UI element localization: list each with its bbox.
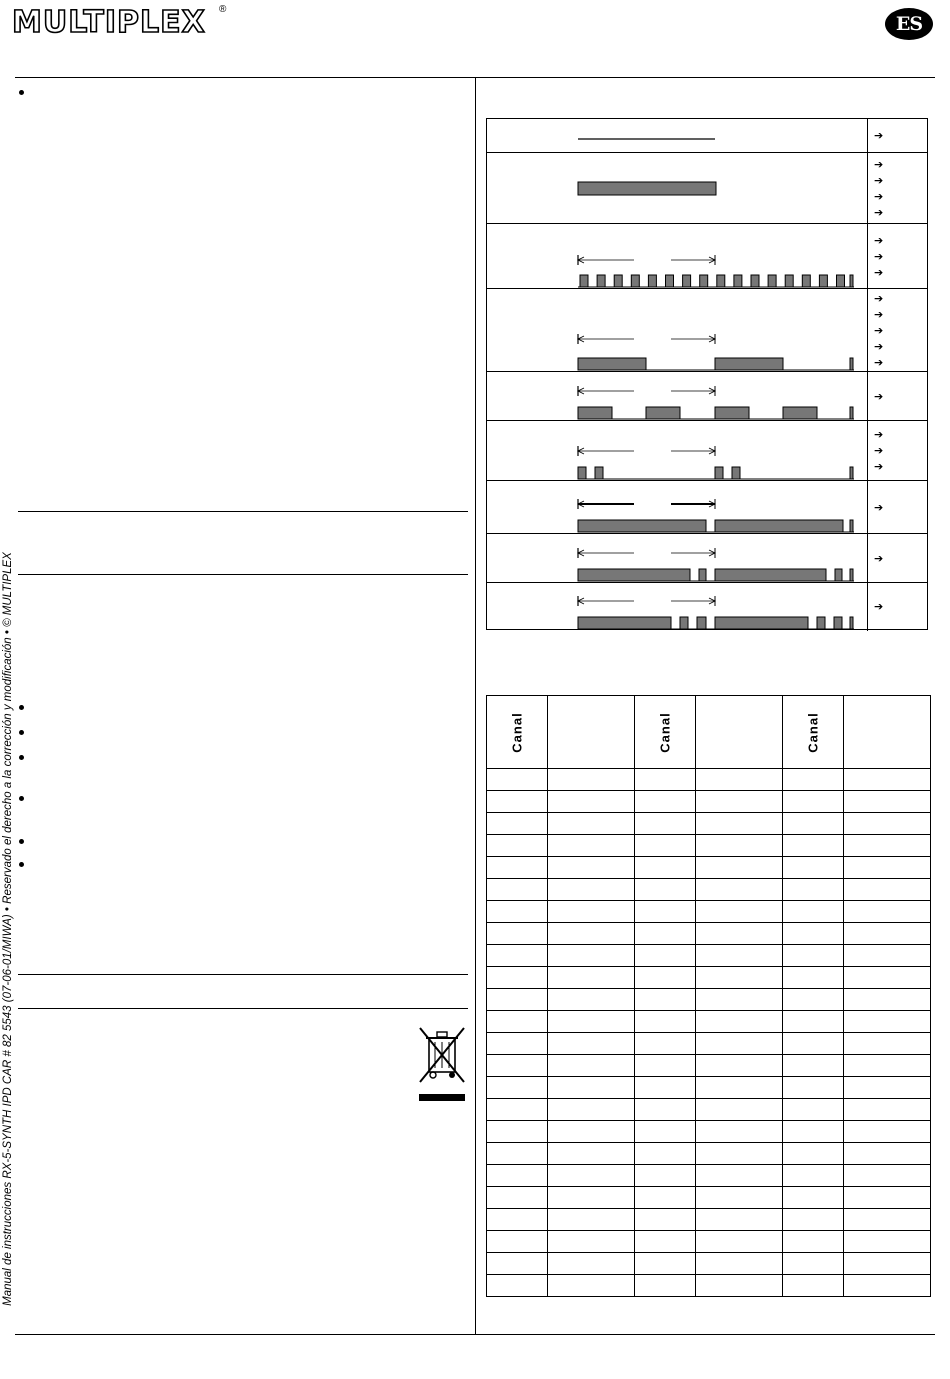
table-cell [783, 967, 844, 989]
signal-row [487, 119, 927, 152]
table-cell [548, 901, 635, 923]
table-cell [696, 923, 783, 945]
table-cell [844, 1209, 931, 1231]
signal-pulse [697, 617, 706, 629]
signal-pulse [580, 275, 588, 287]
table-row [487, 769, 931, 791]
table-cell [783, 791, 844, 813]
table-cell [635, 1055, 696, 1077]
table-row [487, 1275, 931, 1297]
table-cell [844, 857, 931, 879]
signal-pulse [734, 275, 742, 287]
table-cell [548, 1099, 635, 1121]
section-rule [18, 511, 468, 512]
arrow-icon: ➔ [874, 173, 884, 187]
signal-pulse [717, 275, 725, 287]
table-row [487, 835, 931, 857]
arrow-icon: ➔ [874, 355, 884, 369]
arrow-icon: ➔ [874, 428, 884, 441]
signal-pulse [680, 617, 688, 629]
table-row [487, 1209, 931, 1231]
table-cell [696, 1165, 783, 1187]
table-cell [696, 967, 783, 989]
table-cell [844, 1231, 931, 1253]
signal-pulse [648, 275, 656, 287]
signal-pulse [732, 467, 740, 479]
signal-pulse [768, 275, 776, 287]
arrow-icon: ➔ [874, 600, 884, 613]
signal-pulse [850, 407, 853, 419]
table-row [487, 1187, 931, 1209]
arrow-icon: ➔ [874, 444, 884, 457]
table-cell [635, 923, 696, 945]
table-cell [548, 1121, 635, 1143]
section-rule [18, 1008, 468, 1009]
table-cell [783, 901, 844, 923]
table-cell [548, 1253, 635, 1275]
arrow-icon: ➔ [874, 460, 884, 473]
table-cell [487, 1011, 548, 1033]
table-cell [783, 1099, 844, 1121]
table-cell [844, 1121, 931, 1143]
arrow-icon: ➔ [874, 205, 884, 219]
table-cell [487, 1077, 548, 1099]
multiplex-logo: MULTIPLEX [12, 5, 206, 40]
table-cell [635, 1253, 696, 1275]
channel-header [487, 696, 548, 769]
table-cell [783, 1187, 844, 1209]
channel-header [783, 696, 844, 769]
signal-pulse [802, 275, 810, 287]
table-cell [487, 1165, 548, 1187]
signal-waveform [573, 224, 863, 289]
table-cell [844, 879, 931, 901]
table-cell [487, 901, 548, 923]
signal-pulse [578, 358, 646, 370]
channel-header-label: Canal [805, 711, 821, 753]
table-cell [635, 1143, 696, 1165]
table-cell [844, 1077, 931, 1099]
bullet [19, 90, 24, 95]
table-cell [548, 967, 635, 989]
table-cell [844, 1055, 931, 1077]
signal-row [487, 152, 927, 224]
signal-row-divider [867, 119, 868, 152]
table-cell [696, 857, 783, 879]
table-cell [696, 1077, 783, 1099]
table-cell [783, 1143, 844, 1165]
table-cell [548, 1165, 635, 1187]
section-rule [18, 974, 468, 975]
signal-pulse [700, 275, 708, 287]
table-row [487, 1231, 931, 1253]
table-cell [635, 1099, 696, 1121]
table-cell [844, 1099, 931, 1121]
table-cell [844, 1275, 931, 1297]
table-cell [548, 879, 635, 901]
signal-pulse [646, 407, 680, 419]
signal-pulse [834, 617, 842, 629]
table-cell [783, 813, 844, 835]
table-cell [783, 1033, 844, 1055]
table-cell [487, 1121, 548, 1143]
table-cell [844, 769, 931, 791]
table-cell [696, 1033, 783, 1055]
table-cell [696, 1209, 783, 1231]
signal-row [487, 533, 927, 583]
signal-pulse [578, 407, 612, 419]
signal-pulse [715, 407, 749, 419]
table-cell [548, 835, 635, 857]
signal-row [487, 371, 927, 421]
signal-pulse [850, 617, 853, 629]
table-cell [635, 1187, 696, 1209]
signal-waveform [573, 153, 863, 224]
signal-waveform [573, 289, 863, 372]
bullet [19, 705, 24, 710]
signal-row-divider [867, 289, 868, 372]
table-cell [548, 945, 635, 967]
signal-waveform [573, 583, 863, 631]
table-row [487, 1055, 931, 1077]
signal-waveform [573, 119, 863, 152]
channel-header [635, 696, 696, 769]
table-cell [635, 1231, 696, 1253]
table-cell [844, 1011, 931, 1033]
arrow-icon: ➔ [874, 249, 884, 263]
arrow-icon: ➔ [874, 233, 884, 247]
table-cell [635, 1275, 696, 1297]
table-cell [783, 769, 844, 791]
table-cell [487, 967, 548, 989]
table-cell [635, 967, 696, 989]
language-badge: ES [885, 8, 933, 40]
table-cell [783, 1121, 844, 1143]
table-cell [487, 879, 548, 901]
signal-pulse [715, 569, 826, 581]
table-cell [635, 945, 696, 967]
table-cell [635, 879, 696, 901]
arrow-icon: ➔ [874, 189, 884, 203]
table-cell [487, 1275, 548, 1297]
table-cell [635, 835, 696, 857]
table-row [487, 989, 931, 1011]
signal-row [487, 288, 927, 372]
table-cell [696, 1011, 783, 1033]
table-cell [487, 1231, 548, 1253]
table-cell [487, 1143, 548, 1165]
value-header [548, 696, 635, 769]
table-cell [844, 813, 931, 835]
table-cell [844, 967, 931, 989]
signal-pulse [835, 569, 842, 581]
signal-row-divider [867, 534, 868, 583]
table-cell [783, 857, 844, 879]
signal-pulse [817, 617, 825, 629]
table-cell [548, 857, 635, 879]
signal-row-divider [867, 224, 868, 289]
side-footer-text: Manual de instrucciones RX-5-SYNTH IPD CAR # 82 5543 (07-06-01/MIWA) • Reservado el derecho a la corrección y modificación • © MULTIPLEX [2, 552, 14, 1306]
bullet [19, 862, 24, 867]
table-cell [844, 901, 931, 923]
table-cell [696, 813, 783, 835]
table-row [487, 1121, 931, 1143]
channel-header-label: Canal [657, 711, 673, 753]
arrow-icon: ➔ [874, 307, 884, 321]
table-cell [696, 879, 783, 901]
table-cell [548, 1077, 635, 1099]
table-cell [487, 791, 548, 813]
signal-pulse [850, 569, 853, 581]
signal-pulse [783, 407, 817, 419]
table-cell [696, 1099, 783, 1121]
table-row [487, 967, 931, 989]
table-cell [696, 989, 783, 1011]
table-cell [635, 901, 696, 923]
table-cell [487, 945, 548, 967]
table-cell [487, 769, 548, 791]
arrow-icon: ➔ [874, 500, 884, 514]
bullet [19, 755, 24, 760]
signal-pulse [683, 275, 691, 287]
table-row [487, 1011, 931, 1033]
signal-pulse [837, 275, 845, 287]
table-cell [783, 1165, 844, 1187]
signal-pulse [850, 358, 853, 370]
table-cell [635, 769, 696, 791]
table-cell [548, 989, 635, 1011]
signal-pulse [699, 569, 706, 581]
arrow-icon: ➔ [874, 339, 884, 353]
signal-row [487, 582, 927, 631]
signal-row-divider [867, 153, 868, 224]
table-cell [548, 791, 635, 813]
table-cell [783, 1077, 844, 1099]
arrow-icon: ➔ [874, 265, 884, 279]
table-cell [487, 1033, 548, 1055]
table-cell [487, 989, 548, 1011]
table-cell [844, 1187, 931, 1209]
signal-row-divider [867, 583, 868, 631]
section-rule [18, 574, 468, 575]
signal-pulse [751, 275, 759, 287]
table-cell [548, 1143, 635, 1165]
table-cell [696, 945, 783, 967]
signal-pulse [850, 275, 853, 287]
table-cell [696, 1055, 783, 1077]
table-cell [783, 1275, 844, 1297]
table-cell [783, 1011, 844, 1033]
column-divider [475, 78, 476, 1334]
table-cell [844, 923, 931, 945]
signal-row-divider [867, 481, 868, 534]
table-row [487, 945, 931, 967]
table-cell [844, 1143, 931, 1165]
table-row [487, 879, 931, 901]
bullet [19, 730, 24, 735]
table-cell [548, 923, 635, 945]
value-header [696, 696, 783, 769]
signal-pulse [595, 467, 603, 479]
signal-pulse [578, 182, 716, 195]
signal-waveform [573, 534, 863, 583]
table-row [487, 1099, 931, 1121]
table-cell [487, 1187, 548, 1209]
channel-header-label: Canal [509, 711, 525, 753]
signal-pulse [578, 569, 690, 581]
table-cell [844, 1253, 931, 1275]
table-row [487, 1143, 931, 1165]
arrow-icon: ➔ [874, 551, 884, 565]
table-cell [487, 1209, 548, 1231]
signal-waveform [573, 421, 863, 481]
bullet [19, 796, 24, 801]
signal-row-divider [867, 372, 868, 421]
channel-table [486, 695, 931, 1297]
table-cell [783, 1231, 844, 1253]
signal-row [487, 420, 927, 481]
table-cell [696, 1275, 783, 1297]
table-cell [635, 1077, 696, 1099]
signal-row [487, 480, 927, 534]
table-cell [696, 791, 783, 813]
arrow-icon: ➔ [874, 128, 884, 142]
table-cell [635, 1209, 696, 1231]
table-cell [844, 1165, 931, 1187]
signal-pulse [614, 275, 622, 287]
table-cell [487, 813, 548, 835]
table-row [487, 901, 931, 923]
table-cell [487, 923, 548, 945]
signal-pattern-table [486, 118, 928, 630]
table-cell [783, 1209, 844, 1231]
footer-rule [15, 1334, 935, 1335]
table-cell [783, 989, 844, 1011]
table-cell [548, 1275, 635, 1297]
table-row [487, 1165, 931, 1187]
table-cell [783, 879, 844, 901]
table-cell [844, 835, 931, 857]
table-cell [487, 857, 548, 879]
signal-pulse [715, 520, 843, 532]
signal-pulse [578, 617, 671, 629]
bullet [19, 839, 24, 844]
table-cell [548, 1231, 635, 1253]
signal-waveform [573, 481, 863, 534]
arrow-icon: ➔ [874, 389, 884, 403]
signal-pulse [631, 275, 639, 287]
value-header [844, 696, 931, 769]
signal-pulse [715, 617, 808, 629]
table-cell [696, 835, 783, 857]
table-cell [696, 1143, 783, 1165]
table-cell [635, 1121, 696, 1143]
signal-waveform [573, 372, 863, 421]
table-cell [548, 1011, 635, 1033]
table-row [487, 857, 931, 879]
table-cell [635, 1011, 696, 1033]
table-cell [696, 769, 783, 791]
weee-disposal-icon [416, 1026, 468, 1104]
table-cell [844, 1033, 931, 1055]
signal-pulse [785, 275, 793, 287]
table-cell [783, 835, 844, 857]
table-cell [696, 1253, 783, 1275]
signal-pulse [819, 275, 827, 287]
signal-pulse [850, 467, 853, 479]
table-cell [696, 1231, 783, 1253]
signal-pulse [578, 520, 706, 532]
table-cell [783, 1055, 844, 1077]
table-cell [635, 813, 696, 835]
signal-pulse [578, 467, 586, 479]
table-cell [635, 857, 696, 879]
table-cell [487, 835, 548, 857]
table-cell [783, 1253, 844, 1275]
table-cell [696, 901, 783, 923]
table-row [487, 1077, 931, 1099]
table-cell [696, 1121, 783, 1143]
registered-mark: ® [219, 4, 227, 15]
signal-row [487, 223, 927, 289]
table-cell [696, 1187, 783, 1209]
table-row [487, 923, 931, 945]
signal-pulse [666, 275, 674, 287]
table-cell [487, 1099, 548, 1121]
table-cell [548, 769, 635, 791]
table-cell [548, 1187, 635, 1209]
table-row [487, 1253, 931, 1275]
table-row [487, 813, 931, 835]
table-row [487, 1033, 931, 1055]
table-cell [635, 1165, 696, 1187]
table-cell [548, 1209, 635, 1231]
arrow-icon: ➔ [874, 323, 884, 337]
signal-pulse [850, 520, 853, 532]
signal-pulse [715, 467, 723, 479]
table-cell [844, 989, 931, 1011]
table-cell [548, 1055, 635, 1077]
table-cell [844, 791, 931, 813]
arrow-icon: ➔ [874, 291, 884, 305]
signal-pulse [597, 275, 605, 287]
table-row [487, 791, 931, 813]
table-cell [635, 791, 696, 813]
table-cell [783, 945, 844, 967]
table-cell [487, 1253, 548, 1275]
arrow-icon: ➔ [874, 157, 884, 171]
signal-row-divider [867, 421, 868, 481]
table-cell [548, 813, 635, 835]
table-cell [635, 1033, 696, 1055]
table-cell [487, 1055, 548, 1077]
table-cell [783, 923, 844, 945]
table-cell [635, 989, 696, 1011]
table-cell [548, 1033, 635, 1055]
table-cell [844, 945, 931, 967]
signal-pulse [715, 358, 783, 370]
